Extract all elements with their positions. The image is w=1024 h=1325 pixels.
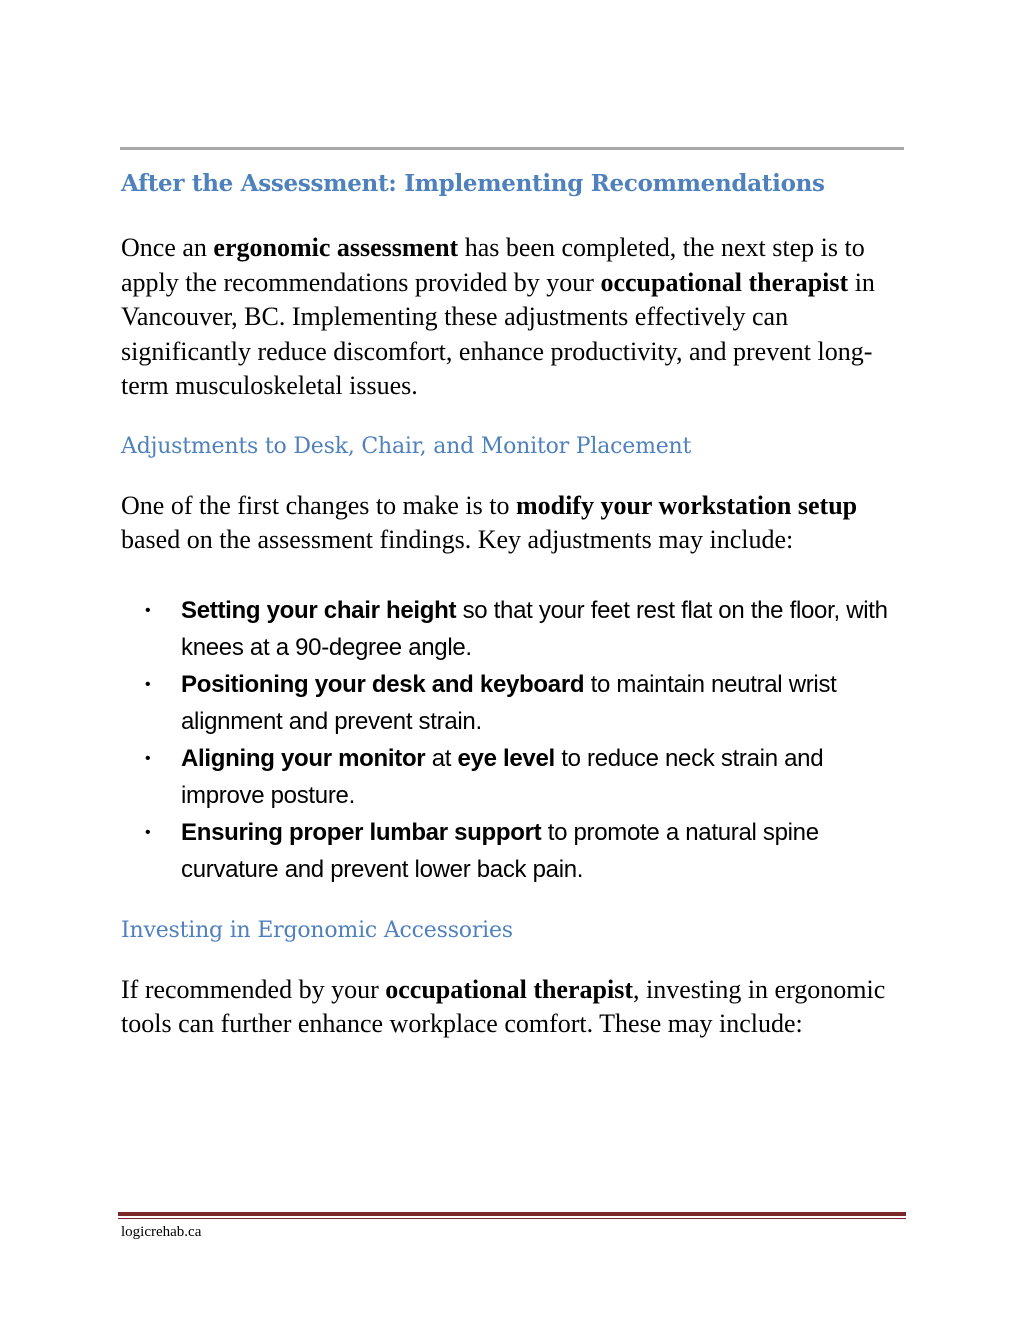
bold-run: eye level: [457, 744, 555, 772]
bold-run: Positioning your desk and keyboard: [181, 670, 585, 698]
text-run: in Vancouver, BC. Implementing these adjustments effectively can significantly reduce discomfort, enhance productivity, and prevent long-term musculoskeletal issues.: [121, 267, 875, 400]
text-run: has been completed, the next step is to apply the recommendations provided by your: [121, 233, 865, 297]
text-run: , investing in ergonomic tools can further enhance workplace comfort. These may include:: [121, 974, 886, 1038]
text-run: at: [425, 744, 458, 772]
adjustments-paragraph: [121, 489, 906, 558]
list-item: [121, 666, 906, 740]
bullet-icon: •: [145, 749, 151, 767]
bold-run: occupational therapist: [385, 974, 633, 1004]
bold-run: ergonomic assessment: [213, 233, 459, 262]
bold-run: occupational therapist: [600, 267, 849, 297]
list-item: [121, 740, 906, 814]
footer-divider-thin: [118, 1218, 906, 1219]
bold-run: Ensuring proper lumbar support: [181, 818, 542, 846]
header-divider: [120, 147, 904, 150]
adjustments-list: [121, 592, 906, 888]
bold-run: Aligning your monitor: [181, 744, 426, 772]
text-run: to promote a natural spine curvature and prevent lower back pain.: [181, 818, 819, 883]
intro-paragraph: [121, 231, 906, 404]
text-run: to reduce neck strain and improve posture.: [181, 744, 824, 809]
list-item: [121, 592, 906, 666]
document-body: [121, 170, 906, 1042]
section-heading-accessories: Investing in Ergonomic Accessories: [121, 917, 513, 943]
bullet-icon: •: [145, 823, 151, 841]
page-title: After the Assessment: Implementing Recommendations: [121, 170, 825, 197]
text-run: so that your feet rest flat on the floor, with knees at a 90-degree angle.: [181, 596, 888, 661]
text-run: Once an: [121, 233, 214, 262]
bold-run: Setting your chair height: [181, 596, 457, 624]
bullet-icon: •: [145, 675, 151, 693]
bold-run: modify your workstation setup: [515, 490, 858, 520]
text-run: based on the assessment findings. Key adjustments may include:: [121, 525, 794, 554]
bullet-icon: •: [145, 601, 151, 619]
text-run: One of the first changes to make is to: [121, 490, 516, 520]
text-run: If recommended by your: [121, 974, 386, 1004]
footer-website: logicrehab.ca: [121, 1224, 202, 1240]
footer-divider: [118, 1212, 906, 1216]
list-item: [121, 814, 906, 888]
accessories-paragraph: [121, 973, 906, 1042]
section-heading-adjustments: Adjustments to Desk, Chair, and Monitor Placement: [121, 433, 692, 459]
text-run: to maintain neutral wrist alignment and prevent strain.: [181, 670, 837, 735]
